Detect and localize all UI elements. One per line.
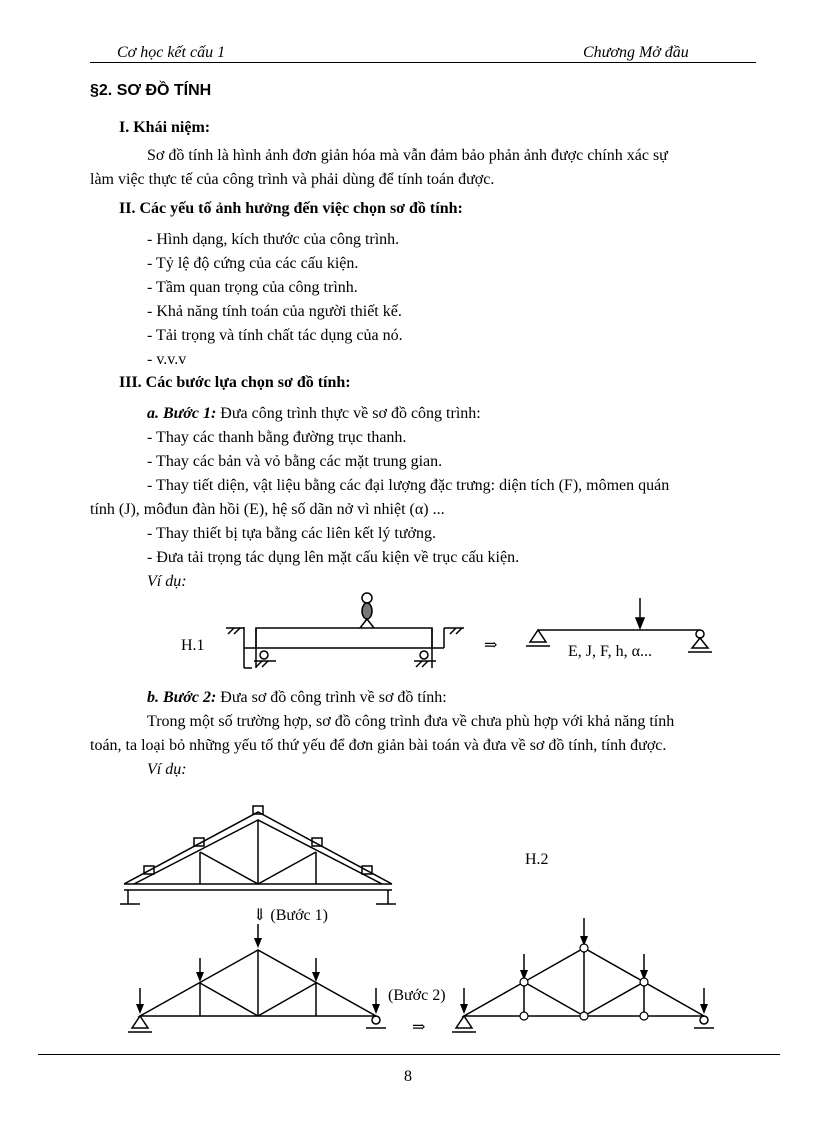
header-right: Chương Mở đầu [583, 44, 689, 61]
fig1-properties: E, J, F, h, α... [568, 643, 652, 660]
fig1-arrow: ⇒ [484, 637, 498, 654]
step-a-item: - Thay các bản và vỏ bằng các mặt trung gian. [147, 453, 443, 470]
step-a-long-line-1: - Thay tiết diện, vật liệu bằng các đại lượng đặc trưng: diện tích (F), mômen quán [147, 477, 670, 494]
heading-factors: II. Các yếu tố ảnh hưởng đến việc chọn sơ đồ tính: [119, 200, 463, 217]
step-b-text: Đưa sơ đồ công trình về sơ đồ tính: [216, 689, 447, 706]
fig1-label: H.1 [181, 637, 205, 654]
heading-concept: I. Khái niệm: [119, 119, 211, 136]
section-title: §2. SƠ ĐỒ TÍNH [90, 82, 212, 99]
step-b-label: b. Bước 2: [147, 689, 217, 706]
heading-steps: III. Các bước lựa chọn sơ đồ tính: [119, 374, 351, 391]
step-a-item: - Thay thiết bị tựa bằng các liên kết lý tưởng. [147, 525, 436, 542]
step-b-line-2: toán, ta loại bỏ những yếu tố thứ yếu để đơn giản bài toán và đưa về sơ đồ tính, tính được. [90, 737, 667, 754]
footer-rule [38, 1054, 780, 1055]
factor-item: - v.v.v [147, 351, 187, 368]
step-a-text: Đưa công trình thực về sơ đồ công trình: [216, 405, 481, 422]
factor-item: - Khả năng tính toán của người thiết kế. [147, 303, 402, 320]
step-b-line-1: Trong một số trường hợp, sơ đồ công trình đưa về chưa phù hợp với khả năng tính [147, 713, 675, 730]
fig2-arrow: ⇒ [412, 1019, 426, 1036]
factor-item: - Hình dạng, kích thước của công trình. [147, 231, 400, 248]
fig2-step1-label: ⇓ (Bước 1) [253, 907, 328, 924]
fig2-label: H.2 [525, 851, 549, 868]
page-number: 8 [404, 1068, 412, 1085]
step-a-long-line-2: tính (J), môđun đàn hồi (E), hệ số dãn nở vì nhiệt (α) ... [90, 501, 445, 518]
step-a-item: - Đưa tải trọng tác dụng lên mặt cấu kiện về trục cấu kiện. [147, 549, 520, 566]
example-label-2: Ví dụ: [147, 761, 187, 778]
example-label: Ví dụ: [147, 573, 187, 590]
concept-line-1: Sơ đồ tính là hình ảnh đơn giản hóa mà vẫn đảm bảo phản ảnh được chính xác sự [147, 147, 668, 164]
step-a-item: - Thay các thanh bằng đường trục thanh. [147, 429, 407, 446]
header-left: Cơ học kết cấu 1 [117, 44, 226, 61]
concept-line-2: làm việc thực tế của công trình và phải dùng để tính toán được. [90, 171, 495, 188]
step-a-label: a. Bước 1: [147, 405, 217, 422]
factor-item: - Tải trọng và tính chất tác dụng của nó. [147, 327, 403, 344]
factor-item: - Tỷ lệ độ cứng của các cấu kiện. [147, 255, 359, 272]
fig2-step2-label: (Bước 2) [388, 987, 446, 1004]
factor-item: - Tầm quan trọng của công trình. [147, 279, 358, 296]
